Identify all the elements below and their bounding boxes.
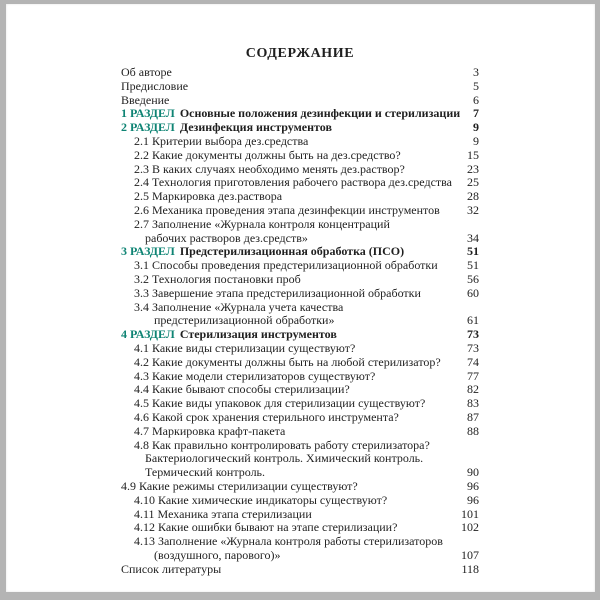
toc-entry-title: 4.3 Какие модели стерилизаторов существуют? [134, 368, 376, 383]
toc-row [121, 356, 479, 370]
toc-entry-title: 3.2 Технология постановки проб [134, 271, 301, 286]
toc-entry [121, 287, 421, 301]
toc-page-number: 9 [473, 133, 479, 148]
toc-row [121, 149, 479, 163]
toc-page-number: 51 [467, 244, 479, 259]
toc-row [121, 190, 479, 204]
toc-row [121, 245, 479, 259]
toc-entry-title: (воздушного, парового)» [154, 547, 281, 562]
toc-row [121, 287, 479, 301]
toc-row [121, 121, 479, 135]
toc-page-number: 7 [473, 106, 479, 121]
toc-entry [121, 494, 387, 508]
toc-row [121, 176, 479, 190]
toc-entry [121, 80, 188, 94]
toc-row [121, 273, 479, 287]
toc-entry [121, 549, 280, 563]
toc-row [121, 494, 479, 508]
toc-page-number: 61 [467, 313, 479, 328]
toc-row [121, 535, 479, 549]
toc-entry-title: 2.4 Технология приготовления рабочего раствора дез.средства [134, 175, 452, 190]
toc-page-number: 101 [461, 506, 479, 521]
toc-row [121, 370, 479, 384]
toc-row [121, 314, 479, 328]
scanned-book-page [6, 4, 595, 592]
section-number-label: 1 РАЗДЕЛ [121, 106, 175, 121]
toc-page-number: 118 [461, 561, 479, 576]
toc-entry [121, 218, 390, 232]
toc-page-number: 73 [467, 327, 479, 342]
toc-entry [121, 411, 399, 425]
toc-row [121, 397, 479, 411]
toc-entry-title: Об авторе [121, 65, 172, 79]
toc-row [121, 383, 479, 397]
toc-entry-title: 2.2 Какие документы должны быть на дез.средство? [134, 147, 401, 162]
toc-page-number: 9 [473, 120, 479, 135]
toc-page-number: 25 [467, 175, 479, 190]
toc-row [121, 94, 479, 108]
toc-entry-title: 3.3 Завершение этапа предстерилизационной обработки [134, 285, 421, 300]
toc-entry-title: Предстерилизационная обработка (ПСО) [179, 244, 405, 259]
toc-page-number: 51 [467, 258, 479, 273]
toc-entry-title: Дезинфекция инструментов [179, 120, 332, 135]
toc-page-number: 74 [467, 354, 479, 369]
toc-entry-title: 4.5 Какие виды упаковок для стерилизации существуют? [134, 396, 426, 411]
toc-row [121, 107, 479, 121]
toc-row [121, 480, 479, 494]
toc-entry-title: 4.2 Какие документы должны быть на любой стерилизатор? [134, 354, 441, 369]
toc-list [121, 66, 479, 576]
toc-page-number: 3 [473, 65, 479, 79]
toc-entry-title: 4.1 Какие виды стерилизации существуют? [134, 340, 356, 355]
toc-entry-title: 4.13 Заполнение «Журнала контроля работы стерилизаторов [134, 534, 443, 549]
toc-entry [121, 425, 285, 439]
toc-entry-title: 4.9 Какие режимы стерилизации существуют? [121, 478, 358, 493]
toc-row [121, 204, 479, 218]
toc-entry-title: Стерилизация инструментов [179, 327, 337, 342]
toc-page-number: 6 [473, 92, 479, 107]
toc-row [121, 135, 479, 149]
toc-page-number: 28 [467, 189, 479, 204]
toc-entry [121, 176, 452, 190]
toc-entry-title: 3.4 Заполнение «Журнала учета качества [134, 299, 344, 314]
toc-entry [121, 245, 404, 259]
toc-page-number: 96 [467, 492, 479, 507]
toc-entry [121, 563, 221, 577]
toc-page-number: 102 [461, 520, 479, 535]
toc-row [121, 425, 479, 439]
toc-page-number: 73 [467, 340, 479, 355]
toc-row [121, 259, 479, 273]
toc-row [121, 411, 479, 425]
toc-entry-title: предстерилизационной обработки» [154, 313, 335, 328]
toc-row [121, 342, 479, 356]
toc-entry [121, 397, 425, 411]
toc-row [121, 163, 479, 177]
section-number-label: 2 РАЗДЕЛ [121, 120, 175, 135]
toc-entry [121, 94, 169, 108]
toc-page-number: 56 [467, 271, 479, 286]
toc-entry [121, 190, 282, 204]
page-title: СОДЕРЖАНИЕ [245, 46, 355, 61]
toc-row [121, 452, 479, 466]
toc-entry-title: 4.12 Какие ошибки бывают на этапе стерилизации? [134, 520, 398, 535]
toc-page-number: 90 [467, 465, 479, 480]
toc-entry-title: Предисловие [121, 78, 189, 93]
toc-page-number: 60 [467, 285, 479, 300]
toc-entry [121, 135, 308, 149]
toc-entry [121, 273, 301, 287]
toc-entry [121, 370, 375, 384]
toc-entry-title: Список литературы [121, 561, 222, 576]
toc-entry [121, 466, 265, 480]
toc-page-number: 107 [461, 547, 479, 562]
toc-page-number: 34 [467, 230, 479, 245]
toc-entry [121, 107, 460, 121]
toc-entry [121, 439, 430, 453]
toc-row [121, 218, 479, 232]
toc-entry [121, 259, 438, 273]
toc-entry [121, 480, 358, 494]
toc-entry-title: рабочих растворов дез.средств» [145, 230, 308, 245]
toc-entry [121, 149, 401, 163]
section-number-label: 3 РАЗДЕЛ [121, 244, 175, 259]
toc-entry [121, 521, 397, 535]
toc-entry [121, 328, 337, 342]
toc-row [121, 301, 479, 315]
toc-page-number: 88 [467, 423, 479, 438]
toc-entry-title: Основные положения дезинфекции и стерилизации [179, 106, 461, 121]
toc-row [121, 232, 479, 246]
toc-entry-title: Бактериологический контроль. Химический контроль. [145, 451, 424, 466]
toc-page-number: 87 [467, 409, 479, 424]
toc-entry-title: 2.3 В каких случаях необходимо менять дез.раствор? [134, 161, 405, 176]
toc-entry [121, 204, 440, 218]
toc-entry-title: Введение [121, 92, 170, 107]
toc-row [121, 508, 479, 522]
toc-entry [121, 232, 308, 246]
toc-row [121, 439, 479, 453]
toc-row [121, 328, 479, 342]
toc-page-number: 23 [467, 161, 479, 176]
toc-entry-title: Термический контроль. [145, 465, 266, 480]
toc-entry [121, 452, 423, 466]
toc-entry [121, 356, 441, 370]
toc-entry [121, 301, 343, 315]
toc-page-number: 32 [467, 202, 479, 217]
toc-entry-title: 4.4 Какие бывают способы стерилизации? [134, 382, 350, 397]
toc-row [121, 66, 479, 80]
toc-entry [121, 66, 172, 80]
toc-entry-title: 2.6 Механика проведения этапа дезинфекции инструментов [134, 202, 440, 217]
toc-row [121, 466, 479, 480]
toc-page-number: 82 [467, 382, 479, 397]
toc-entry [121, 535, 443, 549]
toc-entry [121, 314, 334, 328]
toc-entry-title: 4.10 Какие химические индикаторы существуют? [134, 492, 388, 507]
toc-entry [121, 121, 332, 135]
toc-entry [121, 383, 350, 397]
toc-entry-title: 4.6 Какой срок хранения стерильного инструмента? [134, 409, 399, 424]
toc-entry [121, 508, 312, 522]
toc-entry [121, 163, 405, 177]
toc-entry-title: 4.7 Маркировка крафт-пакета [134, 423, 286, 438]
toc-row [121, 521, 479, 535]
toc-entry [121, 342, 355, 356]
toc-page-number: 5 [473, 78, 479, 93]
toc-page-number: 83 [467, 396, 479, 411]
toc-page-number: 15 [467, 147, 479, 162]
toc-row [121, 549, 479, 563]
toc-row [121, 80, 479, 94]
toc-entry-title: 2.5 Маркировка дез.раствора [134, 189, 283, 204]
toc-entry-title: 4.11 Механика этапа стерилизации [134, 506, 312, 521]
toc-page-number: 96 [467, 478, 479, 493]
toc-entry-title: 3.1 Способы проведения предстерилизационной обработки [134, 258, 438, 273]
toc-entry-title: 4.8 Как правильно контролировать работу стерилизатора? [134, 437, 430, 452]
section-number-label: 4 РАЗДЕЛ [121, 327, 175, 342]
toc-entry-title: 2.1 Критерии выбора дез.средства [134, 133, 309, 148]
toc-content [121, 47, 479, 576]
toc-page-number: 77 [467, 368, 479, 383]
toc-row [121, 563, 479, 577]
toc-entry-title: 2.7 Заполнение «Журнала контроля концентраций [134, 216, 390, 231]
